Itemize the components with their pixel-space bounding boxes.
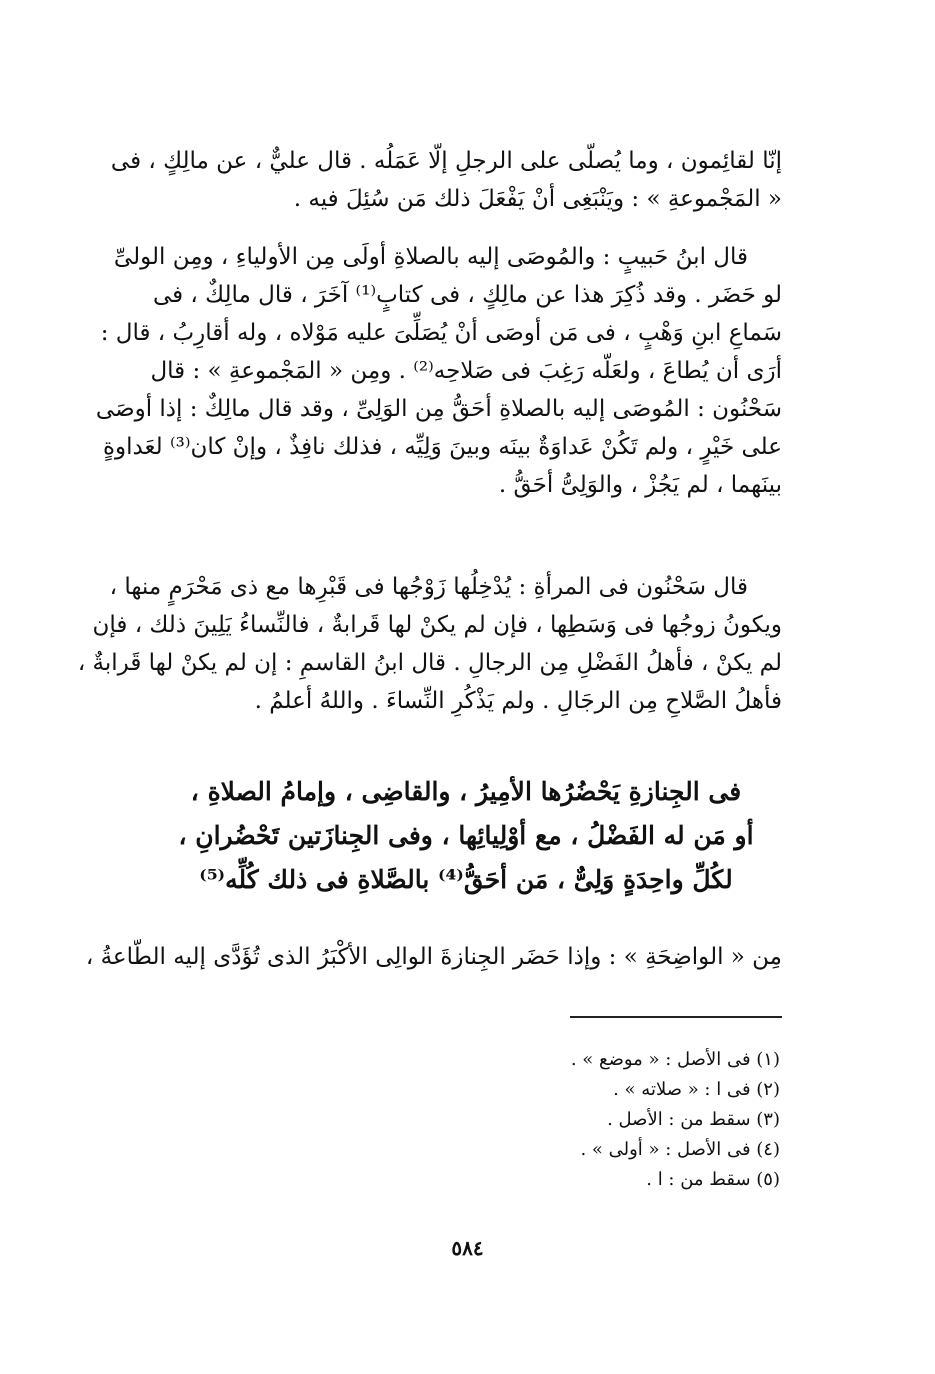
text-line: إنّا لقائِمون ، وما يُصلّى على الرجلِ إلّا عَمَلُه . قال عليٌّ ، عن مالِكٍ ، فى — [110, 148, 782, 174]
text-line: مِن « الواضِحَةِ » : وإذا حَضَر الجِنازةَ الوالِى الأكْبَرُ الذى تُؤَدَّى إليه الطّاعةُ ، — [85, 944, 782, 970]
text-line: أرَى أن يُطاعَ ، ولعَلّه رَغِبَ فى صَلاحِه⁽²⁾ . ومِن « المَجْموعةِ » : قال — [150, 358, 782, 384]
paragraph-1 — [110, 142, 782, 218]
section-heading — [150, 770, 782, 902]
paragraph-3 — [77, 568, 782, 720]
heading-line: أو مَن له الفَضْلُ ، مع أوْلِيائِها ، وفى الجِنازَتين تَحْضُرانِ ، — [178, 821, 754, 850]
footnote-2: (٢) فى ا : « صلاته » . — [613, 1079, 780, 1100]
text-line: لم يكنْ ، فأهلُ الفَضْلِ مِن الرجالِ . قال ابنُ القاسمِ : إن لم يكنْ لها قَرابةٌ ، — [77, 650, 782, 676]
text-line: « المَجْموعةِ » : ويَنْبَغِى أنْ يَفْعَلَ ذلك مَن سُئِلَ فيه . — [293, 186, 782, 212]
footnote-1: (١) فى الأصل : « موضع » . — [570, 1049, 780, 1070]
page-number: ٥٨٤ — [451, 1236, 484, 1260]
text-line: بينَهما ، لم يَجُزْ ، والوَلِىُّ أحَقُّ . — [498, 472, 782, 498]
footnotes — [420, 1045, 780, 1195]
heading-line: فى الجِنازةِ يَحْضُرُها الأمِيرُ ، والقاضِى ، وإمامُ الصلاةِ ، — [190, 777, 742, 806]
text-line: قال سَحْنُون فى المرأةِ : يُدْخِلُها زَوْجُها فى قَبْرِها مع ذى مَحْرَمٍ منها ، — [109, 574, 748, 600]
text-line: سَماعِ ابنِ وَهْبٍ ، فى مَن أوصَى أنْ يُصَلِّىَ عليه مَوْلاه ، وله أقارِبُ ، قال : — [100, 320, 782, 346]
text-line: قال ابنُ حَبيبٍ : والمُوصَى إليه بالصلاةِ أولَى مِن الأولياءِ ، ومِن الولىِّ — [113, 244, 748, 270]
footnote-3: (٣) سقط من : الأصل . — [607, 1109, 780, 1130]
footnote-5: (٥) سقط من : ا . — [646, 1169, 780, 1190]
text-line: لو حَضَر . وقد ذُكِرَ هذا عن مالِكٍ ، فى كتابٍ⁽¹⁾ آخَرَ ، قال مالِكٌ ، فى — [152, 282, 782, 308]
paragraph-4 — [85, 938, 782, 976]
footnote-4: (٤) فى الأصل : « أولى » . — [580, 1139, 780, 1160]
text-line: على خَيْرٍ ، ولم تَكُنْ عَداوَةٌ بينَه وبينَ وَلِيِّه ، فذلك نافِذٌ ، وإنْ كان⁽³⁾ لعَداوةٍ — [102, 434, 782, 460]
text-line: سَحْنُون : المُوصَى إليه بالصلاةِ أحَقُّ مِن الوَلِىِّ ، وقد قال مالِكٌ : إذا أوصَى — [95, 396, 782, 422]
text-line: ويكونُ زوجُها فى وَسَطِها ، فإن لم يكنْ لها قَرابةٌ ، فالنِّساءُ يَلِينَ ذلك ، فإن — [92, 612, 782, 638]
paragraph-2 — [95, 238, 782, 504]
text-line: فأهلُ الصَّلاحِ مِن الرجَالِ . ولم يَذْكُرِ النِّساءَ . واللهُ أعلمُ . — [254, 688, 782, 714]
footnote-divider — [570, 1016, 782, 1018]
heading-line: لكُلِّ واحِدَةٍ وَلِىٌّ ، مَن أحَقُّ⁽⁴⁾ بالصَّلاةِ فى ذلك كُلِّه⁽⁵⁾ — [199, 865, 733, 894]
